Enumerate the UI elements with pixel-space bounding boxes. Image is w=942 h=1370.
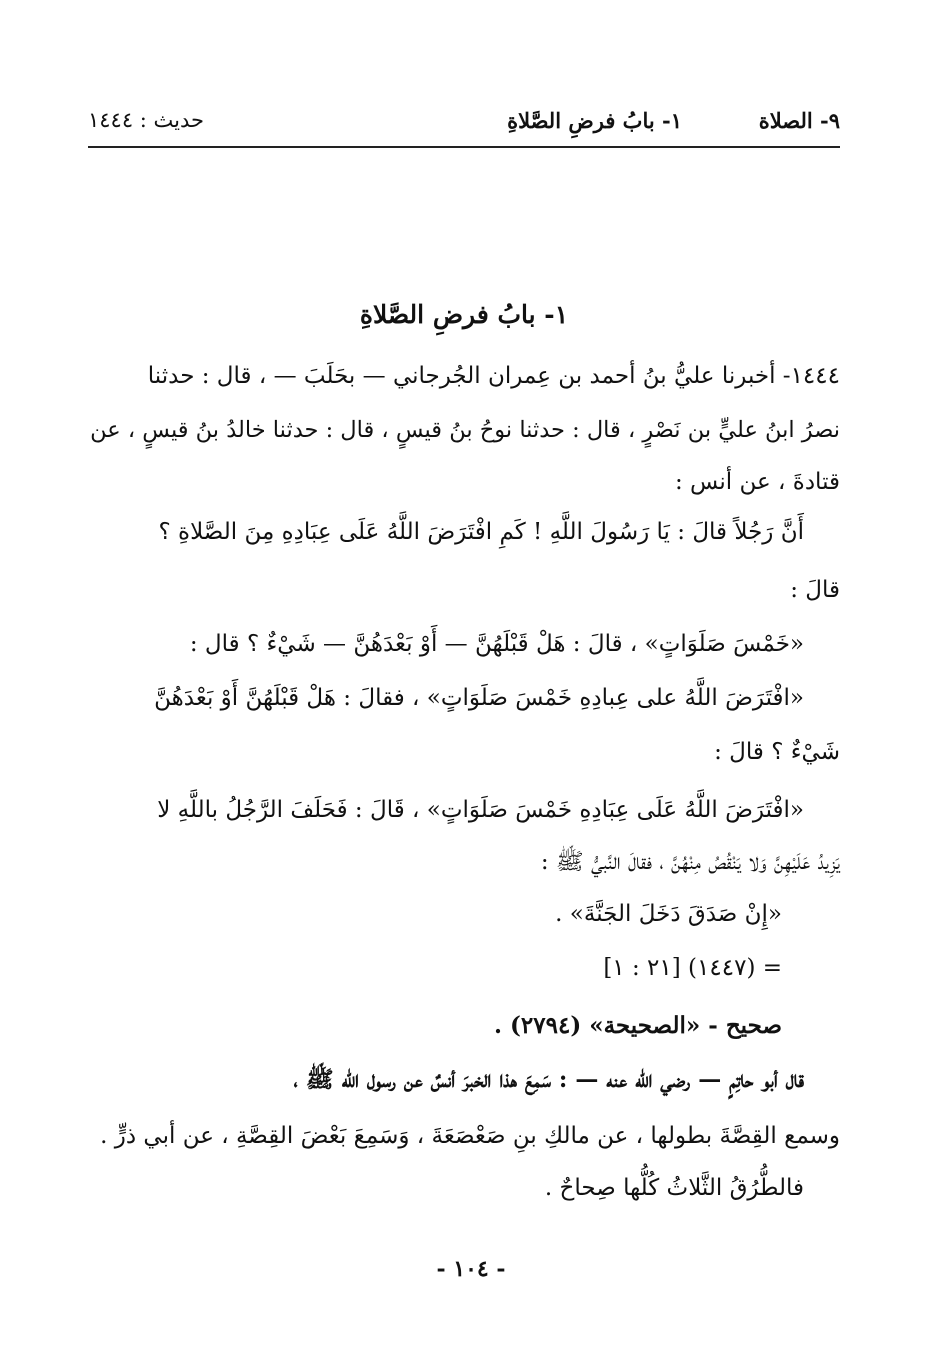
text-line: قال أبو حاتِمٍ — رضي اللّه عنه — : سَمِعَ هذا الخبرَ أنسٌ عن رسول اللّه ﷺ ، <box>293 1066 804 1093</box>
page-number: - ١٠٤ - <box>436 1256 506 1282</box>
header-chapter: ٩- الصلاة <box>758 108 840 133</box>
text-line: شَيْءٌ ؟ قالَ : <box>714 739 840 765</box>
text-line: ١٤٤٤- أخبرنا عليُّ بنُ أحمد بن عِمران الجُرجاني — بحَلَبَ — ، قال : حدثنا <box>147 363 840 389</box>
text-line: = (١٤٤٧) [٢١ : ١] <box>603 955 782 981</box>
header-hadith-ref: حديث : ١٤٤٤ <box>88 108 205 132</box>
text-line: فالطُّرُقُ الثَّلاثُ كُلُّها صِحاحٌ . <box>544 1175 804 1201</box>
header-divider <box>88 146 840 148</box>
text-line: يَزِيدُ عَلَيْهِنَّ وَلا يَنْقُصُ مِنْهُنَّ ، فقالَ النَّبيُّ ﷺ : <box>540 849 840 875</box>
text-line: نصرُ ابنُ عليٍّ بن نَصْرٍ ، قال : حدثنا نوحُ بنُ قيسٍ ، قال : حدثنا خالدُ بنُ قيسٍ ، عن <box>90 417 840 443</box>
text-line: «افْتَرَضَ اللَّهُ عَلَى عِبَادِهِ خَمْسَ صَلَوَاتٍ» ، قَالَ : فَحَلَفَ الرَّجُلُ باللَّهِ لا <box>157 797 804 823</box>
grading-line: صحيح - «الصحيحة» (٢٧٩٤) . <box>494 1012 782 1039</box>
text-line: «خَمْسَ صَلَوَاتٍ» ، قالَ : هَلْ قَبْلَهُنَّ — أَوْ بَعْدَهُنَّ — شَيْءٌ ؟ قال : <box>189 631 804 657</box>
text-line: وسمع القِصَّةَ بطولها ، عن مالكِ بنِ صَعْصَعَةَ ، وَسَمِعَ بَعْضَ القِصَّةِ ، عن أبي ذرٍّ . <box>100 1123 840 1149</box>
section-title: ١- بابُ فرضِ الصَّلاةِ <box>359 300 569 329</box>
running-header <box>88 108 840 140</box>
text-line: قالَ : <box>790 577 840 603</box>
header-section: ١- بابُ فرضِ الصَّلاةِ <box>507 108 682 133</box>
text-line: «افْتَرَضَ اللَّهُ على عِبادِهِ خَمْسَ صَلَوَاتٍ» ، فقالَ : هَلْ قَبْلَهُنَّ أَوْ بَعْدَهُنَّ <box>154 685 804 711</box>
text-line: قتادةَ ، عن أنس : <box>675 469 840 495</box>
text-line: أَنَّ رَجُلاً قالَ : يَا رَسُولَ اللَّهِ ! كَمِ افْتَرَضَ اللَّهُ عَلَى عِبَادِهِ مِنَ الصَّلاةِ ؟ <box>158 519 804 545</box>
text-line: «إِنْ صَدَقَ دَخَلَ الجَنَّةَ» . <box>555 901 782 927</box>
